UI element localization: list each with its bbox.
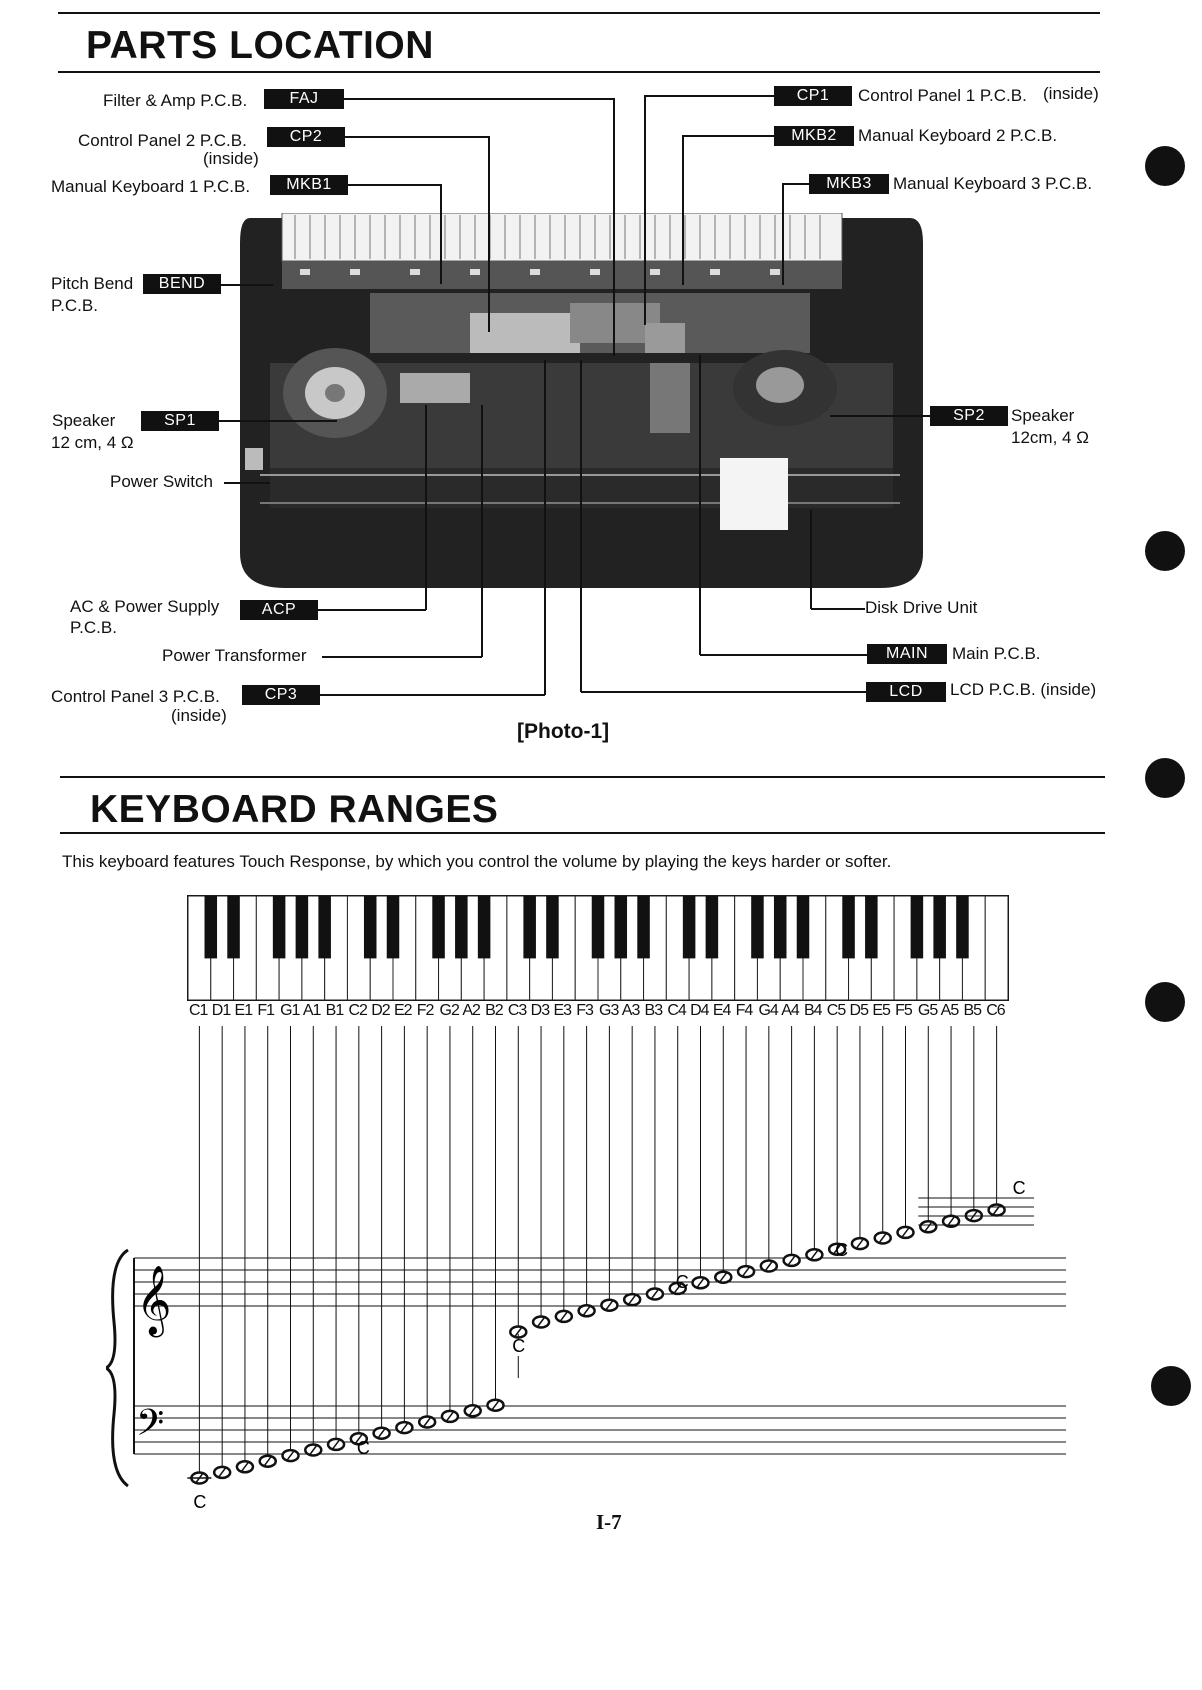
cp1-leader-v bbox=[644, 95, 646, 325]
bend-tag: BEND bbox=[143, 274, 221, 294]
black-key bbox=[296, 896, 309, 958]
power-switch-leader bbox=[224, 482, 270, 484]
key-name-label: F1 bbox=[257, 1002, 274, 1019]
grand-staff-diagram bbox=[106, 1022, 1106, 1512]
cp3-tag: CP3 bbox=[242, 685, 320, 705]
black-key bbox=[751, 896, 764, 958]
key-name-label: B2 bbox=[485, 1002, 503, 1019]
key-name-label: B4 bbox=[804, 1002, 822, 1019]
key-name-label: F5 bbox=[895, 1002, 912, 1019]
transformer-label: Power Transformer bbox=[162, 646, 307, 665]
key-name-label: D2 bbox=[371, 1002, 390, 1019]
faj-label: Filter & Amp P.C.B. bbox=[103, 91, 248, 110]
key-name-label: F2 bbox=[416, 1002, 434, 1019]
power-switch-label: Power Switch bbox=[110, 472, 213, 491]
key-name-label: A5 bbox=[940, 1002, 959, 1019]
lcd-label: LCD P.C.B. (inside) bbox=[950, 680, 1097, 699]
mkb1-leader-v bbox=[440, 184, 442, 284]
cp1-tag: CP1 bbox=[774, 86, 852, 106]
black-key bbox=[432, 896, 445, 958]
black-key bbox=[227, 896, 240, 958]
key-name-label: E1 bbox=[234, 1002, 253, 1019]
key-name-label: E5 bbox=[872, 1002, 890, 1019]
key-name-label: B1 bbox=[325, 1002, 344, 1019]
bend-label-2: P.C.B. bbox=[51, 296, 98, 315]
c-note-marker: C bbox=[512, 1336, 526, 1356]
sp1-leader bbox=[219, 420, 337, 422]
black-key bbox=[706, 896, 719, 958]
bend-leader bbox=[221, 284, 273, 286]
main-leader bbox=[700, 654, 867, 656]
key-name-label: D4 bbox=[690, 1002, 709, 1019]
sp2-label-2: 12cm, 4 Ω bbox=[1011, 428, 1089, 447]
black-key bbox=[956, 896, 969, 958]
key-name-label: F3 bbox=[576, 1002, 593, 1019]
c-note-marker: C bbox=[1012, 1178, 1026, 1198]
key-name-label: A2 bbox=[462, 1002, 480, 1019]
sp1-label-2: 12 cm, 4 Ω bbox=[51, 433, 134, 452]
faj-leader-v bbox=[613, 98, 615, 356]
key-name-label: D3 bbox=[530, 1002, 550, 1019]
cp1-note: (inside) bbox=[1043, 84, 1099, 103]
cp2-leader bbox=[345, 136, 489, 138]
key-name-label: C5 bbox=[826, 1002, 846, 1019]
cp3-leader bbox=[320, 694, 545, 696]
lcd-leader bbox=[581, 691, 866, 693]
black-key bbox=[205, 896, 218, 958]
mkb1-leader bbox=[348, 184, 441, 186]
key-name-label: G3 bbox=[599, 1002, 619, 1019]
disk-label: Disk Drive Unit bbox=[865, 598, 978, 617]
punch-hole bbox=[1145, 982, 1185, 1022]
key-name-label: G1 bbox=[280, 1002, 300, 1019]
key-name-label: G4 bbox=[758, 1002, 778, 1019]
cp1-label: Control Panel 1 P.C.B. bbox=[858, 86, 1027, 105]
c-note-marker: C bbox=[835, 1240, 849, 1260]
key-name-label: G2 bbox=[439, 1002, 459, 1019]
punch-hole bbox=[1151, 1366, 1191, 1406]
disk-leader-v bbox=[810, 510, 812, 609]
mkb1-tag: MKB1 bbox=[270, 175, 348, 195]
mkb1-label: Manual Keyboard 1 P.C.B. bbox=[51, 177, 251, 196]
acp-label-2: P.C.B. bbox=[70, 618, 117, 637]
key-name-label: D1 bbox=[211, 1002, 231, 1019]
main-leader-v bbox=[699, 355, 701, 655]
cp3-label: Control Panel 3 P.C.B. bbox=[51, 687, 220, 706]
faj-tag: FAJ bbox=[264, 89, 344, 109]
key-name-label: C6 bbox=[986, 1002, 1005, 1019]
acp-label-1: AC & Power Supply bbox=[70, 597, 220, 616]
sp2-tag: SP2 bbox=[930, 406, 1008, 426]
sp2-label-1: Speaker bbox=[1011, 406, 1075, 425]
photo-caption: [Photo-1] bbox=[517, 720, 610, 743]
punch-hole bbox=[1145, 146, 1185, 186]
key-name-label: A1 bbox=[302, 1002, 321, 1019]
keyboard-ranges-top-rule bbox=[60, 776, 1105, 778]
white-key bbox=[985, 896, 1008, 1000]
lcd-tag: LCD bbox=[866, 682, 946, 702]
black-key bbox=[318, 896, 331, 958]
key-name-label: A3 bbox=[621, 1002, 640, 1019]
acp-tag: ACP bbox=[240, 600, 318, 620]
key-name-label: A4 bbox=[781, 1002, 799, 1019]
black-key bbox=[546, 896, 559, 958]
black-key bbox=[478, 896, 491, 958]
bend-label-1: Pitch Bend bbox=[51, 274, 134, 293]
key-name-label: G5 bbox=[917, 1002, 938, 1019]
key-names-row bbox=[190, 1002, 1007, 1024]
treble-clef-icon: 𝄞 bbox=[136, 1266, 172, 1333]
black-key bbox=[865, 896, 878, 958]
black-key bbox=[615, 896, 628, 958]
c-note-marker: C bbox=[675, 1272, 689, 1292]
top-rule bbox=[58, 12, 1100, 14]
mkb3-leader bbox=[783, 183, 809, 185]
key-name-label: E3 bbox=[553, 1002, 572, 1019]
mkb2-leader-v bbox=[682, 135, 684, 285]
lcd-leader-v bbox=[580, 360, 582, 692]
punch-hole bbox=[1145, 531, 1185, 571]
punch-hole bbox=[1145, 758, 1185, 798]
black-key bbox=[933, 896, 946, 958]
black-key bbox=[523, 896, 536, 958]
acp-leader-v bbox=[425, 405, 427, 610]
black-key bbox=[592, 896, 605, 958]
piano-keyboard-diagram bbox=[186, 894, 1010, 1002]
sp1-tag: SP1 bbox=[141, 411, 219, 431]
black-key bbox=[842, 896, 855, 958]
main-tag: MAIN bbox=[867, 644, 947, 664]
key-name-label: C4 bbox=[667, 1002, 686, 1019]
keyboard-ranges-underline bbox=[60, 832, 1105, 834]
mkb2-leader bbox=[683, 135, 774, 137]
black-key bbox=[774, 896, 787, 958]
black-key bbox=[637, 896, 650, 958]
black-key bbox=[683, 896, 696, 958]
key-name-label: C1 bbox=[189, 1002, 208, 1019]
parts-location-title: PARTS LOCATION bbox=[86, 24, 434, 67]
key-name-label: B5 bbox=[963, 1002, 982, 1019]
key-name-label: B3 bbox=[644, 1002, 663, 1019]
keyboard-ranges-intro: This keyboard features Touch Response, by which you control the volume by playing the keys harder or softer. bbox=[62, 852, 892, 871]
key-name-label: D5 bbox=[849, 1002, 868, 1019]
transformer-leader-v bbox=[481, 405, 483, 657]
cp2-tag: CP2 bbox=[267, 127, 345, 147]
cp3-leader-v bbox=[544, 360, 546, 695]
sp1-label-1: Speaker bbox=[52, 411, 116, 430]
parts-title-underline bbox=[58, 71, 1100, 73]
mkb3-leader-v bbox=[782, 183, 784, 285]
mkb3-label: Manual Keyboard 3 P.C.B. bbox=[893, 174, 1093, 193]
cp3-note: (inside) bbox=[171, 706, 227, 725]
key-name-label: C2 bbox=[348, 1002, 367, 1019]
black-key bbox=[797, 896, 810, 958]
mkb2-label: Manual Keyboard 2 P.C.B. bbox=[858, 126, 1058, 145]
page-number: I-7 bbox=[596, 1510, 622, 1534]
key-name-label: E4 bbox=[712, 1002, 731, 1019]
transformer-leader bbox=[322, 656, 482, 658]
mkb3-tag: MKB3 bbox=[809, 174, 889, 194]
c-note-marker: C bbox=[193, 1492, 207, 1512]
cp2-note: (inside) bbox=[203, 149, 259, 168]
mkb2-tag: MKB2 bbox=[774, 126, 854, 146]
faj-leader bbox=[344, 98, 614, 100]
black-key bbox=[387, 896, 400, 958]
black-key bbox=[273, 896, 286, 958]
keyboard-ranges-title: KEYBOARD RANGES bbox=[90, 788, 499, 831]
sp2-leader bbox=[830, 415, 930, 417]
cp1-leader bbox=[645, 95, 774, 97]
key-name-label: C3 bbox=[507, 1002, 527, 1019]
bass-clef-icon: 𝄢 bbox=[136, 1403, 165, 1452]
black-key bbox=[455, 896, 468, 958]
c-note-marker: C bbox=[356, 1438, 370, 1458]
disk-leader bbox=[811, 608, 865, 610]
grand-staff-brace bbox=[106, 1250, 128, 1486]
cp2-label: Control Panel 2 P.C.B. bbox=[78, 131, 247, 150]
key-name-label: F4 bbox=[735, 1002, 753, 1019]
key-name-label: E2 bbox=[394, 1002, 412, 1019]
cp2-leader-v bbox=[488, 136, 490, 332]
acp-leader bbox=[318, 609, 426, 611]
black-key bbox=[911, 896, 924, 958]
main-label: Main P.C.B. bbox=[952, 644, 1041, 663]
black-key bbox=[364, 896, 377, 958]
keyboard-internal-photo bbox=[240, 213, 923, 588]
